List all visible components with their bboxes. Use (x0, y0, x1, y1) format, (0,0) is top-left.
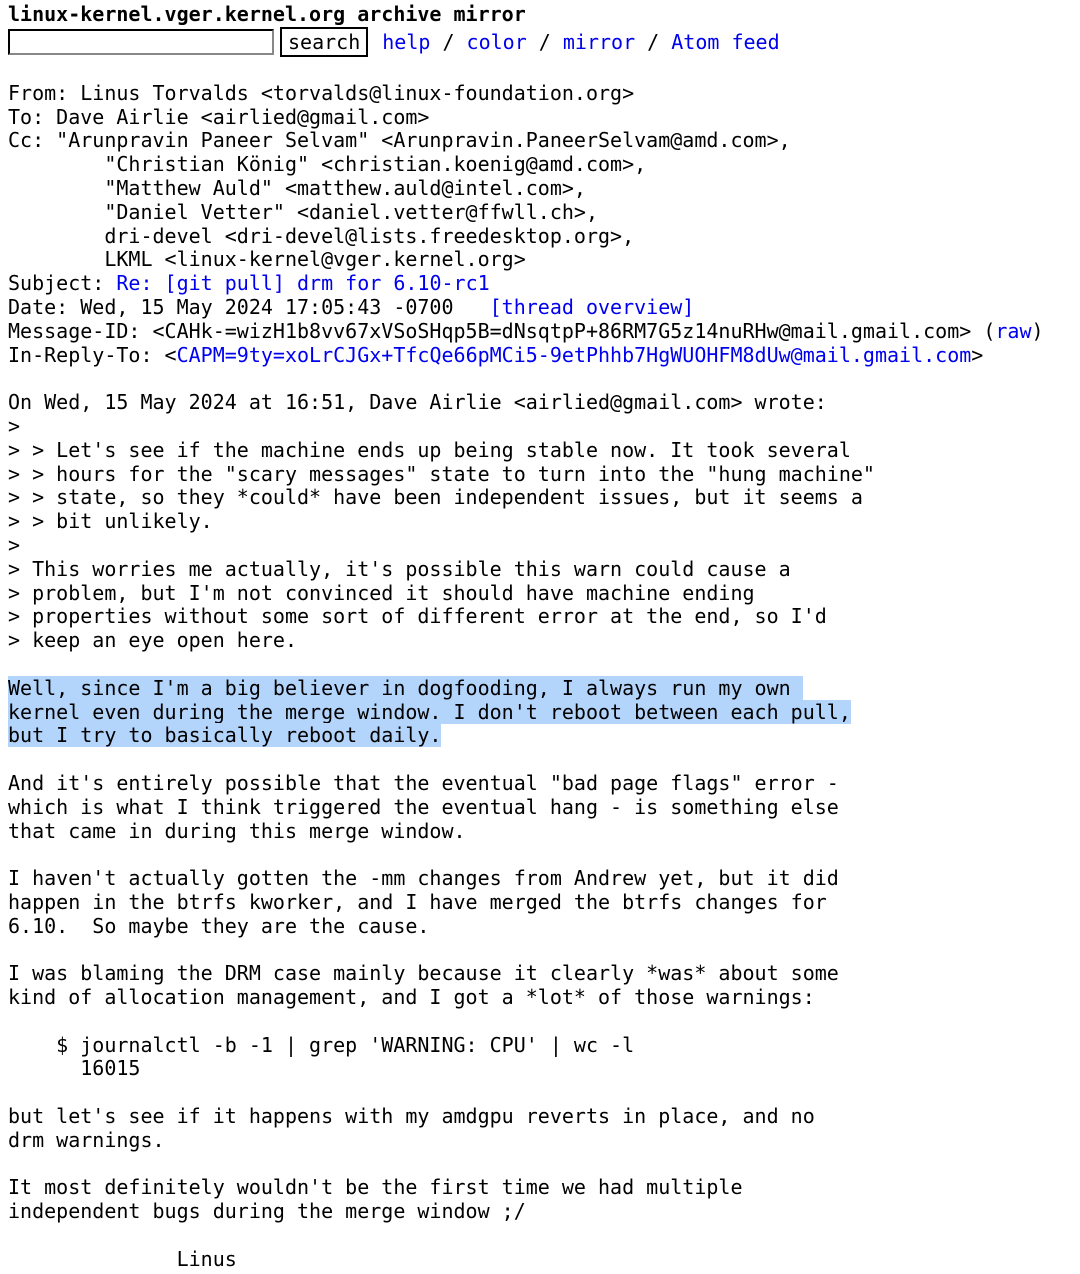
selected-text: kernel even during the merge window. I don't reboot between each pull, (8, 699, 851, 724)
raw-link[interactable]: raw (995, 318, 1032, 343)
cc-header: Cc: "Arunpravin Paneer Selvam" <Arunpravin.PaneerSelvam@amd.com>, (8, 128, 791, 153)
subject-link[interactable]: Re: [git pull] drm for 6.10-rc1 (116, 271, 490, 296)
subject-label: Subject: (8, 271, 117, 296)
message-id-header: Message-ID: <CAHk-=wizH1b8vv67xVSoSHqp5B=dNsqtpP+86RM7G5z14nuRHw@mail.gmail.com> ( (8, 318, 996, 343)
in-reply-to-label: In-Reply-To: < (8, 342, 177, 367)
in-reply-to-link[interactable]: CAPM=9ty=xoLrCJGx+TfcQe66pMCi5-9etPhhb7HgWUOHFM8dUw@mail.gmail.com (176, 342, 972, 367)
search-button[interactable]: search (280, 27, 368, 57)
cc-line: dri-devel <dri-devel@lists.freedesktop.org>, (8, 223, 635, 248)
quoted-text: On Wed, 15 May 2024 at 16:51, Dave Airlie <airlied@gmail.com> wrote: > > > Let's see if the machine ends up being stable now. It took several > > hours for the "scary messages" state to turn into the "hung machine" > > state, so they *could* have been independent issues, but it seems a > > bit unlikely. > > This worries me actually, it's possible this warn could cause a > problem, but I'm not convinced it should have machine ending > properties without some sort of different error at the end, so I'd > keep an eye open here. (8, 390, 875, 653)
highlighted-paragraph (8, 677, 1080, 748)
nav-separator: / (430, 30, 467, 54)
mirror-link[interactable]: mirror (562, 30, 636, 54)
cc-line: "Matthew Auld" <matthew.auld@intel.com>, (8, 175, 586, 200)
color-link[interactable]: color (466, 30, 527, 54)
message-headers (8, 82, 1080, 368)
paren-close: ) (1031, 318, 1044, 343)
search-bar (8, 26, 1080, 58)
top-nav (382, 30, 779, 54)
to-header: To: Dave Airlie <airlied@gmail.com> (8, 104, 430, 129)
atom-feed-link[interactable]: Atom feed (671, 30, 780, 54)
nav-separator: / (526, 30, 563, 54)
selected-text: but I try to basically reboot daily. (8, 723, 442, 748)
cc-line: "Daniel Vetter" <daniel.vetter@ffwll.ch>, (8, 199, 599, 224)
cc-line: LKML <linux-kernel@vger.kernel.org> (8, 247, 526, 272)
archive-title: linux-kernel.vger.kernel.org archive mirror (8, 2, 526, 26)
search-input[interactable] (8, 29, 274, 55)
message-body: And it's entirely possible that the eventual "bad page flags" error - which is what I think triggered the eventual hang - is something else that came in during this merge window. I haven't actually gotten the -mm changes from Andrew yet, but it did happen in the btrfs kworker, and I have merged the btrfs changes for 6.10. So maybe they are the cause. I was blaming the DRM case mainly because it clearly *was* about some kind of allocation management, and I got a *lot* of those warnings: $ journalctl -b -1 | grep 'WARNING: CPU' | wc -l 16015 but let's see if it happens with my amdgpu reverts in place, and no drm warnings. It most definitely wouldn't be the first time we had multiple independent bugs during the merge window ;/ Linus (8, 770, 839, 1271)
nav-separator: / (635, 30, 672, 54)
date-header: Date: Wed, 15 May 2024 17:05:43 -0700 (8, 294, 490, 319)
selected-text: Well, since I'm a big believer in dogfooding, I always run my own (8, 675, 803, 700)
thread-overview-link[interactable]: [thread overview] (489, 294, 695, 319)
from-header: From: Linus Torvalds <torvalds@linux-foundation.org> (8, 80, 635, 105)
help-link[interactable]: help (382, 30, 431, 54)
angle-close: > (971, 342, 984, 367)
cc-line: "Christian König" <christian.koenig@amd.com>, (8, 152, 647, 177)
